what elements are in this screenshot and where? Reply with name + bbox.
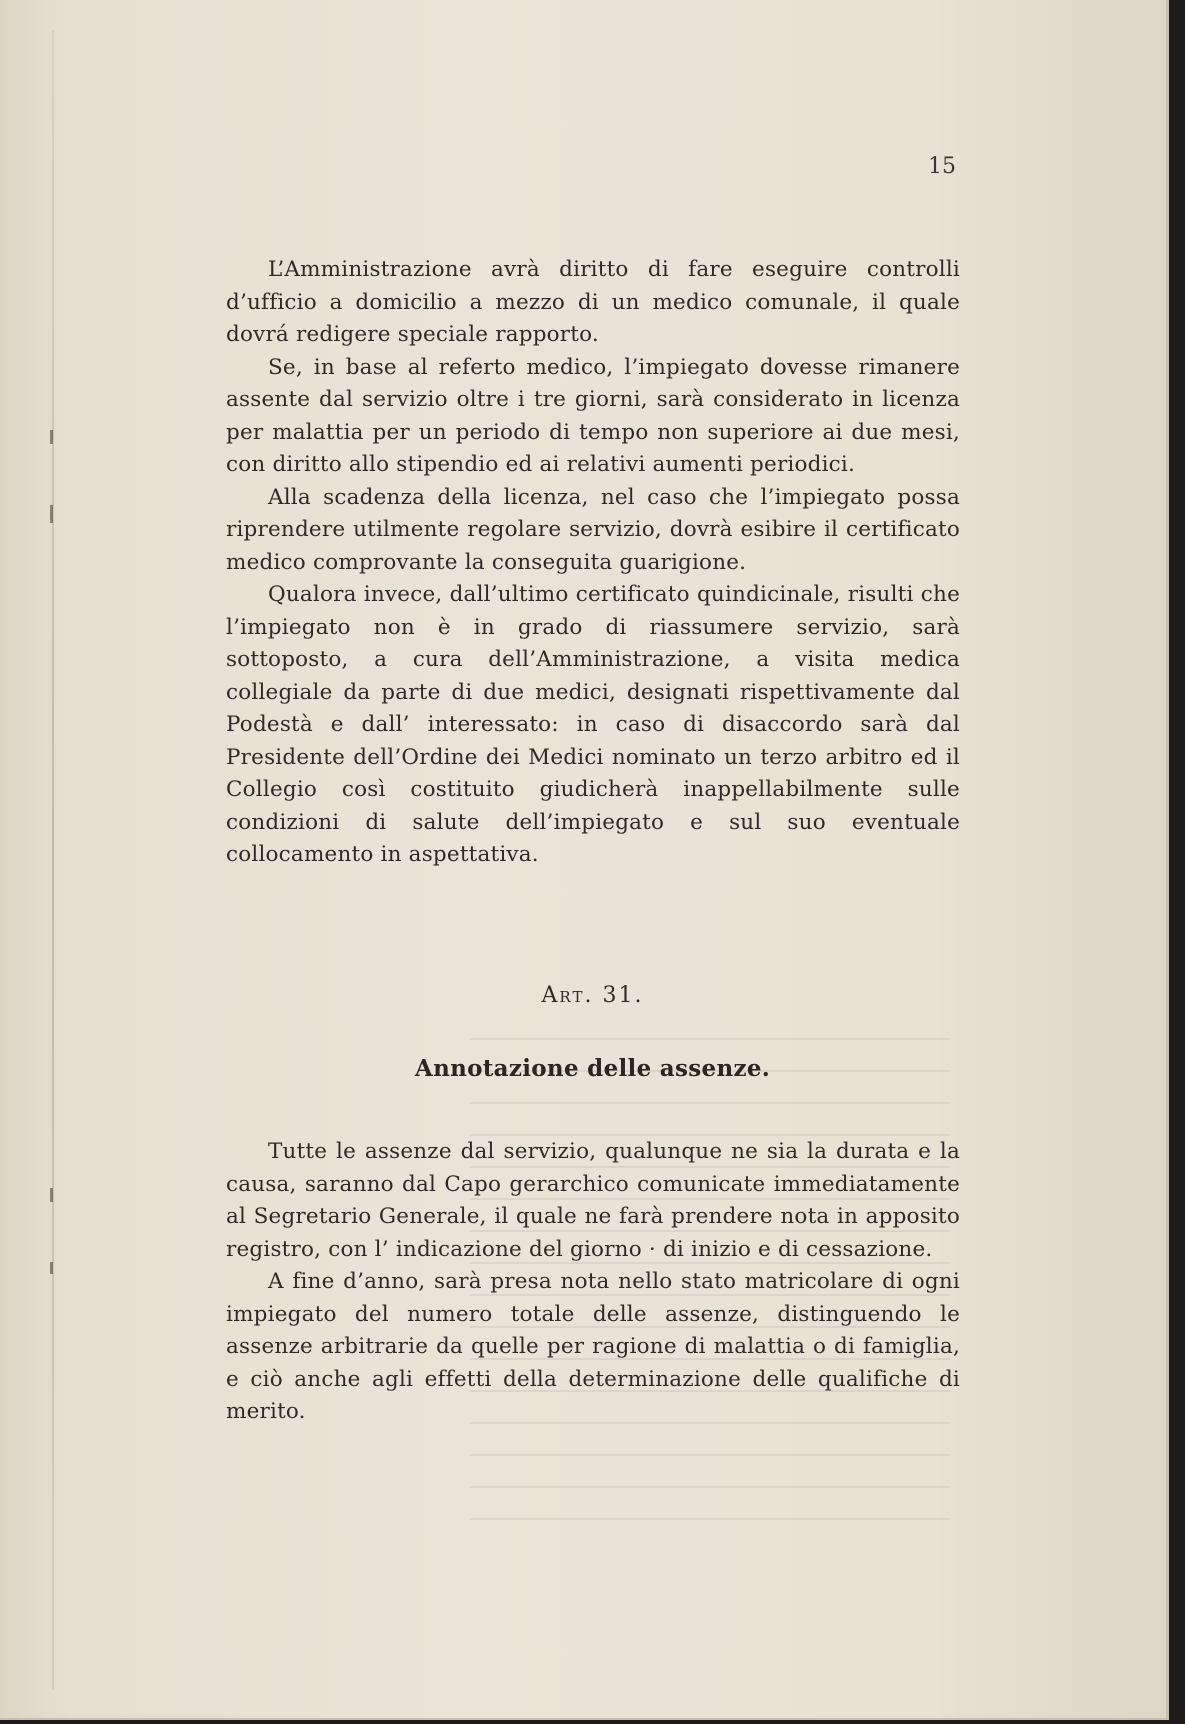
binding-gutter — [52, 30, 54, 1690]
article-body — [226, 1136, 960, 1429]
page-number: 15 — [928, 154, 956, 179]
margin-mark — [50, 1188, 53, 1202]
margin-mark — [50, 430, 53, 444]
margin-mark — [50, 1262, 53, 1274]
article-label: Art. 31. — [541, 983, 644, 1008]
paragraph: Alla scadenza della licenza, nel caso che l’impiegato possa riprendere utilmente regolare servizio, dovrà esibire il certificato medico comprovante la conseguita guarigione. — [226, 484, 960, 575]
paragraph: A fine d’anno, sarà presa nota nello stato matricolare di ogni impiegato del numero totale delle assenze, distinguendo le assenze arbitrarie da quelle per ragione di malattia o di famiglia, e ciò anche agli effetti della determinazione delle qualifiche di merito. — [226, 1269, 960, 1424]
article-title: Annotazione delle assenze. — [414, 1055, 771, 1082]
paragraph: Tutte le assenze dal servizio, qualunque ne sia la durata e la causa, saranno dal Capo gerarchico comunicate immediatamente al Segretario Generale, il quale ne farà prendere nota in apposito registro, con l’ indicazione del giorno · di inizio e di cessazione. — [226, 1139, 960, 1262]
body-section — [226, 254, 960, 872]
margin-mark — [50, 505, 53, 523]
paragraph: Se, in base al referto medico, l’impiegato dovesse rimanere assente dal servizio oltre i tre giorni, sarà considerato in licenza per malattia per un periodo di tempo non superiore ai due mesi, con diritto allo stipendio ed ai relativi aumenti periodici. — [226, 354, 960, 477]
paragraph: Qualora invece, dall’ultimo certificato quindicinale, risulti che l’impiegato non è in grado di riassumere servizio, sarà sottoposto, a cura dell’Amministrazione, a visita medica collegiale da parte di due medici, designati rispettivamente dal Podestà e dall’ interessato: in caso di disaccordo sarà dal Presidente dell’Ordine dei Medici nominato un terzo arbitro ed il Collegio così costituito giudicherà inappellabilmente sulle condizioni di salute dell’impiegato e sul suo eventuale collocamento in aspettativa. — [226, 582, 960, 867]
paragraph: L’Amministrazione avrà diritto di fare eseguire controlli d’ufficio a domicilio a mezzo di un medico comunale, il quale dovrá redigere speciale rapporto. — [226, 257, 960, 347]
